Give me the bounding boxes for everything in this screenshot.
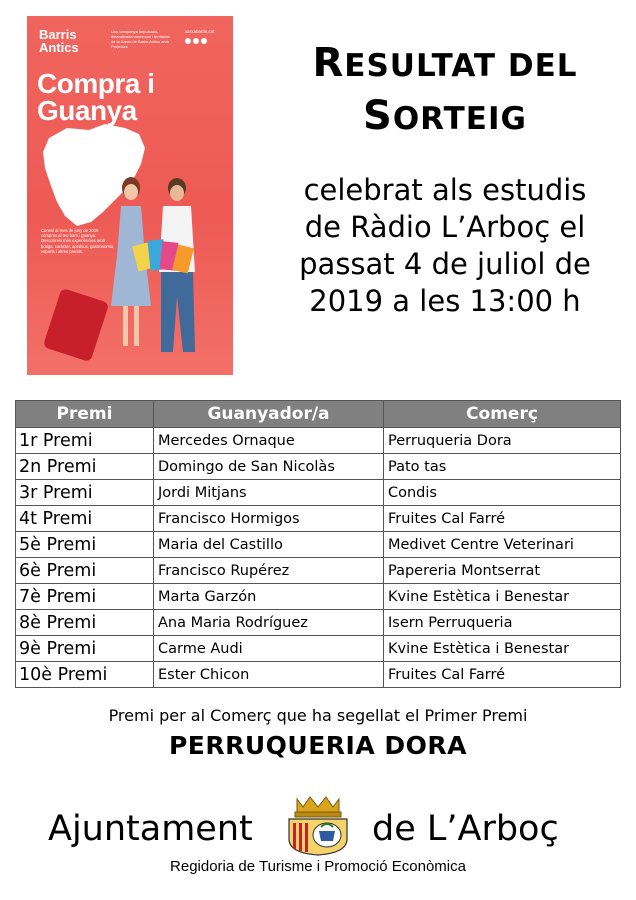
subtitle-line4: 2019 a les 13:00 h (309, 284, 581, 318)
poster-brand-line1: Barris (39, 27, 77, 42)
title-line2 (260, 91, 630, 144)
table-row (16, 610, 621, 636)
poster-headline-line1: Compra i (37, 68, 155, 99)
table-row (16, 584, 621, 610)
regidoria-text: Regidoria de Turisme i Promoció Econòmica (170, 858, 466, 875)
poster-brand (39, 28, 79, 54)
subtitle-line1: celebrat als estudis (303, 173, 587, 207)
subtitle-line3: passat 4 de juliol de (299, 247, 591, 281)
event-description (262, 172, 628, 320)
table-row (16, 662, 621, 688)
poster-social-icons (185, 38, 207, 44)
social-icon (193, 38, 199, 44)
shop-prize-winner: PERRUQUERIA DORA (168, 731, 468, 760)
winner-cell: Ester Chicon (154, 662, 384, 688)
winner-cell: Carme Audi (154, 636, 384, 662)
header-premi: Premi (16, 401, 154, 428)
ajuntament-text: Ajuntament (48, 809, 253, 849)
title-line2-cap: S (363, 93, 393, 139)
poster-headline-line2: Guanya (37, 95, 137, 126)
table-row (16, 506, 621, 532)
man-face (170, 185, 184, 201)
prize-cell: 5è Premi (16, 532, 154, 558)
page-title (260, 38, 630, 144)
woman-leg-right (134, 306, 139, 346)
social-icon (201, 38, 207, 44)
shop-cell: Papereria Montserrat (384, 558, 621, 584)
table-row (16, 636, 621, 662)
title-line1 (260, 38, 630, 91)
shop-cell: Kvine Estètica i Benestar (384, 584, 621, 610)
prize-cell: 7è Premi (16, 584, 154, 610)
table-row (16, 480, 621, 506)
shop-cell: Kvine Estètica i Benestar (384, 636, 621, 662)
shop-cell: Isern Perruqueria (384, 610, 621, 636)
winner-cell: Mercedes Ornaque (154, 428, 384, 454)
prize-cell: 3r Premi (16, 480, 154, 506)
winner-cell: Ana Maria Rodríguez (154, 610, 384, 636)
prize-cell: 2n Premi (16, 454, 154, 480)
poster-site: xarxabarris.cat (185, 29, 215, 34)
table-row (16, 454, 621, 480)
poster-headline (37, 70, 154, 124)
shop-cell: Pato tas (384, 454, 621, 480)
winner-cell: Marta Garzón (154, 584, 384, 610)
winner-cell: Francisco Rupérez (154, 558, 384, 584)
winner-cell: Maria del Castillo (154, 532, 384, 558)
prize-cell: 1r Premi (16, 428, 154, 454)
poster-brand-line2: Antics (39, 40, 79, 55)
poster-side-text: Consol al mes de juny de 2019 compres al teu barri i guanya. Descobreix més experiències amb botiga, caràcter, aperitius, gastronomia, esports i altres premis. (41, 228, 115, 254)
prize-cell: 10è Premi (16, 662, 154, 688)
shop-cell: Fruites Cal Farré (384, 506, 621, 532)
shop-cell: Condis (384, 480, 621, 506)
woman-leg-left (123, 306, 128, 346)
title-line2-rest: ORTEIG (392, 101, 527, 137)
winner-cell: Domingo de San Nicolàs (154, 454, 384, 480)
shop-cell: Perruqueria Dora (384, 428, 621, 454)
shop-cell: Fruites Cal Farré (384, 662, 621, 688)
social-icon (185, 38, 191, 44)
shop-cell: Medivet Centre Veterinari (384, 532, 621, 558)
prize-cell: 6è Premi (16, 558, 154, 584)
red-suitcase (43, 288, 110, 362)
de-arboc-text: de L’Arboç (372, 809, 559, 849)
table-row (16, 428, 621, 454)
poster-blurb: Una campanya impulsada, dinamitzada comercial i territorial de la Xarxa de Barris Antics amb Projectes (111, 29, 170, 49)
man-jeans (161, 272, 195, 352)
header-guanyador: Guanyador/a (154, 401, 384, 428)
table-row (16, 532, 621, 558)
prize-cell: 9è Premi (16, 636, 154, 662)
prize-table (15, 400, 621, 688)
prize-cell: 8è Premi (16, 610, 154, 636)
campaign-poster (27, 16, 233, 375)
shop-prize-note: Premi per al Comerç que ha segellat el Primer Premi (108, 706, 528, 725)
woman-face (124, 184, 138, 200)
arboc-crest-icon (283, 795, 353, 857)
prize-cell: 4t Premi (16, 506, 154, 532)
table-header-row (16, 401, 621, 428)
subtitle-line2: de Ràdio L’Arboç el (304, 210, 586, 244)
header-comerc: Comerç (384, 401, 621, 428)
table-row (16, 558, 621, 584)
winner-cell: Jordi Mitjans (154, 480, 384, 506)
winner-cell: Francisco Hormigos (154, 506, 384, 532)
title-line1-cap: R (312, 40, 345, 86)
title-line1-rest: ESULTAT DEL (344, 48, 578, 84)
